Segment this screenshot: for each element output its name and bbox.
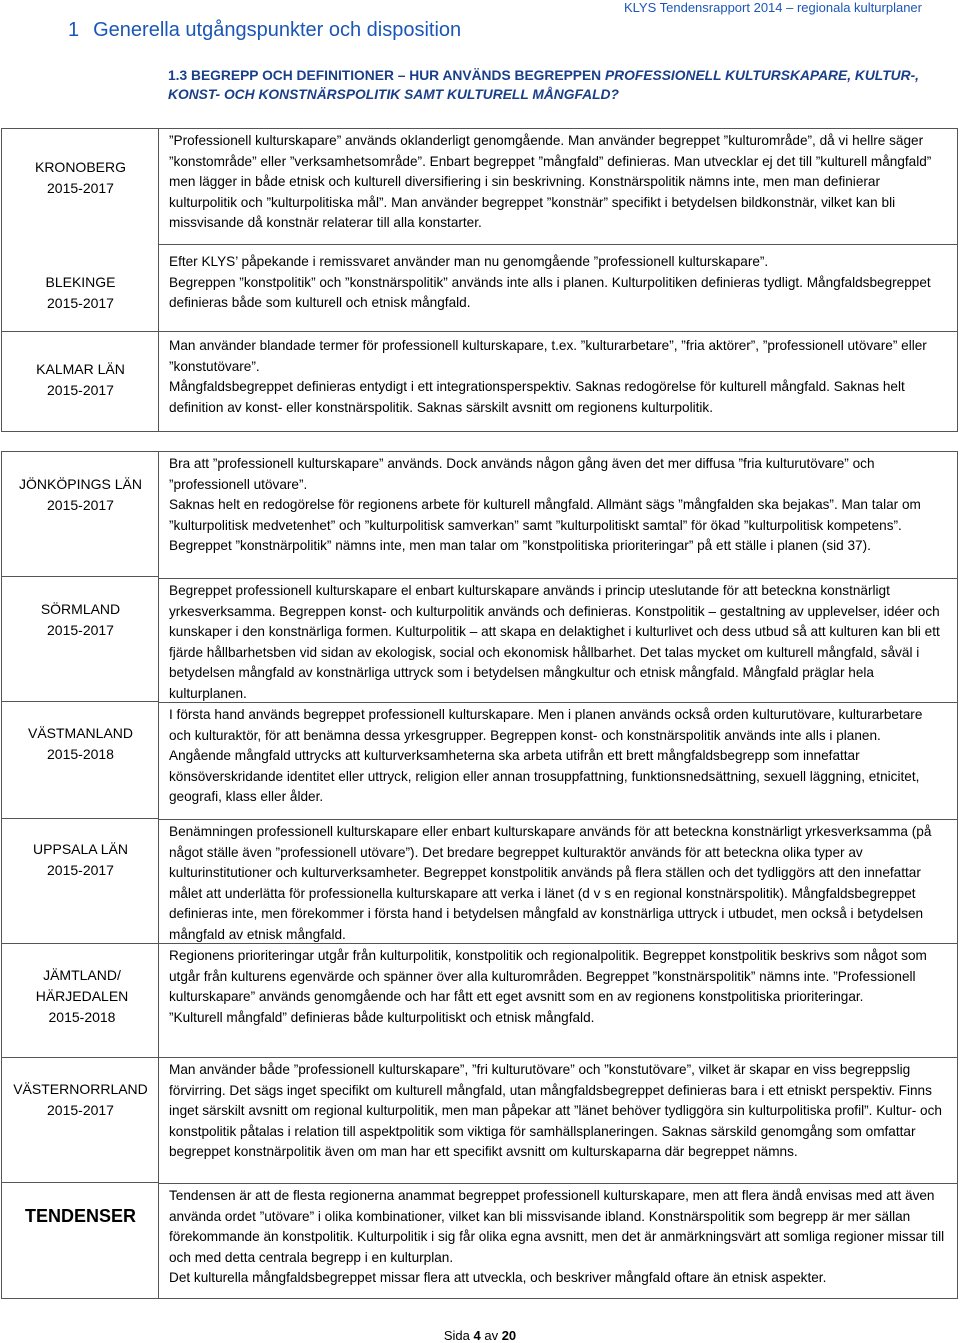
- region-years: 2015-2018: [48, 1009, 116, 1025]
- region-text-cell: [159, 245, 957, 331]
- left-divider: [2, 1057, 159, 1058]
- region-name: JÖNKÖPINGS LÄN: [19, 476, 142, 492]
- regions-table-2: [1, 451, 958, 1299]
- region-years: 2015-2017: [47, 180, 114, 196]
- region-name: TENDENSER: [24, 1206, 136, 1226]
- section-title-italic: PROFESSIONELL KULTURSKAPARE, KULTUR-, KONST- OCH KONSTNÄRSPOLITIK SAMT KULTURELL MÅNGFALD?: [168, 68, 919, 102]
- left-divider: [2, 701, 159, 702]
- cell-paragraph: Regionens prioriteringar utgår från kulturpolitik, konstpolitik och regionalpolitik. Begreppet konstpolitik beskrivs som något som utgår från kulturens egenvärde och spänner över alla kulturområden. Begreppet ”konstnärspolitik” nämns inte. ”Professionell kulturskapare” används genomgående och har fått ett eget avsnitt som en av regionens konstpolitiska prioriteringar.: [169, 948, 927, 1004]
- region-text-cell: [159, 579, 957, 703]
- cell-paragraph: Begreppen ”konstpolitik” och ”konstnärspolitik” används inte alls i planen. Kulturpolitiken definieras tydligt. Mångfaldsbegreppet definieras både som kulturell och etnisk mångfald.: [169, 274, 931, 310]
- page-label: Sida: [443, 1328, 470, 1343]
- region-years: 2015-2017: [47, 862, 114, 878]
- region-text-cell: [159, 129, 957, 245]
- cell-paragraph: Benämningen professionell kulturskapare eller enbart kulturskapare används för att beteckna konstnärligt yrkesverksamma (på något ställe även ”professionell utövare”). Det bredare begreppet kulturaktör används för att beteckna olika typer av kulturinstitutioner och kulturverksamheter. Begreppet konstpolitik används på flera ställen och det tydliggörs att den innefattar målet att underlätta för professionella kulturskapare att verka i länet (d v s en regional konstnärspolitik). Mångfaldsbegreppet definieras inte, men förekommer i första hand i betydelsen mångfald av konstnärliga uttryck i utbudet, men också i betydelsen mångfald av etnisk mångfald.: [169, 824, 932, 942]
- region-text-cell: [159, 452, 957, 579]
- region-years: 2015-2017: [47, 622, 114, 638]
- region-label: [2, 839, 159, 881]
- region-label: [2, 474, 159, 516]
- region-name: VÄSTMANLAND: [27, 725, 134, 741]
- region-name: VÄSTERNORRLAND: [13, 1081, 148, 1097]
- cell-paragraph: Man använder både ”professionell kulturskapare”, ”fri kulturutövare” och ”konstutövare”, vilket är skapar en viss begreppslig förvirring. Det sägs inget specifikt om kulturell mångfald, utan mångfaldsbegreppet definieras bara i ett etniskt perspektiv. Finns inget särskilt avsnitt om regional kulturpolitik, men man påpekar att ”länet behöver tydliggöra sin kulturpolitiska profil”. Kultur- och konstpolitik påtalas i relation till aspektpolitik som viktiga för samhällsplaneringen. Saknas särskild genomgång som omfattar begreppet konstnärpolitik även om man har ett specifikt avsnitt om kulturskaparna där begreppet nämns.: [169, 1062, 942, 1159]
- cell-paragraph: Det kulturella mångfaldsbegreppet missar flera att utveckla, och beskriver mångfald oftare än etnisk aspekter.: [169, 1270, 827, 1285]
- region-years: 2015-2017: [47, 382, 114, 398]
- section-title-plain: 1.3 BEGREPP OCH DEFINITIONER – HUR ANVÄNDS BEGREPPEN: [168, 68, 605, 83]
- region-name: BLEKINGE: [45, 274, 116, 290]
- cell-paragraph: I första hand används begreppet professionell kulturskapare. Men i planen används också orden kulturutövare, kulturarbetare och kulturaktör, för att benämna dessa yrkesgrupper. Begreppen konst- och konstnärspolitik används inte alls i planen. Angående mångfald uttrycks att kulturverksamheterna ska arbeta utifrån ett brett mångfaldsbegrepp som innefattar könsöverskridande identitet eller uttryck, religion eller annan trosuppfattning, funktionsnedsättning, sexuell läggning, etnicitet, geografi, klass eller ålder.: [169, 707, 923, 804]
- region-label: [2, 272, 159, 314]
- cell-paragraph: Efter KLYS’ påpekande i remissvaret använder man nu genomgående ”professionell kulturskapare”.: [169, 254, 769, 269]
- region-name: KRONOBERG: [34, 159, 126, 175]
- chapter-title: Generella utgångspunkter och disposition: [93, 19, 462, 41]
- region-label: [2, 1079, 159, 1121]
- cell-paragraph: Bra att ”professionell kulturskapare” används. Dock används någon gång även det mer diffusa ”fria kulturutövare” och ”professionell utövare”.: [169, 456, 875, 492]
- region-label: [2, 359, 159, 401]
- region-name: UPPSALA LÄN: [33, 841, 128, 857]
- region-text-cell: [159, 944, 957, 1058]
- chapter-heading: [68, 19, 461, 42]
- cell-paragraph: Saknas helt en redogörelse för regionens arbete för kulturell mångfald. Allmänt sägs ”mångfalden ska bejakas”. Man talar om ”kulturpolitisk medvetenhet” och ”kulturpolitisk samverkan” samt ”kulturpolitiskt samtal” för ökad ”kulturpolitisk kompetens”. Begreppet ”konstnärpolitik” nämns inte, men man talar om ”konstpolitiska prioriteringar” på ett ställe i planen (sid 37).: [169, 497, 921, 553]
- region-label: [12, 965, 152, 1028]
- page-footer: [0, 1328, 960, 1343]
- region-years: 2015-2017: [47, 497, 114, 513]
- region-text-cell: [159, 820, 957, 944]
- region-years: 2015-2017: [47, 1102, 114, 1118]
- region-text-cell: [159, 703, 957, 820]
- row-divider: [2, 331, 957, 332]
- region-years: 2015-2018: [47, 746, 114, 762]
- left-divider: [2, 943, 159, 944]
- region-text-cell: [159, 1058, 957, 1184]
- region-name: KALMAR LÄN: [36, 361, 125, 377]
- cell-paragraph: Begreppet professionell kulturskapare el enbart kulturskapare används i princip uteslutande för att beteckna konstnärligt yrkesverksamma. Begreppen konst- och kulturpolitik används och definieras. Konstpolitik – gestaltning av upplevelser, idéer och kunskaper i den konstnärliga formen. Kulturpolitik – att skapa en delaktighet i kulturlivet och dess utbud så att kulturen kan bli ett fjärde hållbarhetsben vid sidan av ekologisk, social och ekonomisk hållbarhet. Det talas mycket om kulturell mångfald, såväl i betydelsen mångfald av konstnärliga uttryck som i betydelsen mångkultur och etnisk mångfald. Mångfald präglar hela kulturplanen.: [169, 583, 940, 701]
- left-divider: [2, 818, 159, 819]
- section-title: [168, 66, 948, 104]
- total-pages: 20: [501, 1328, 517, 1343]
- region-label: [2, 599, 159, 641]
- cell-paragraph: ”Kulturell mångfald” definieras både kulturpolitiskt och etnisk mångfald.: [169, 1009, 595, 1025]
- region-text-cell: [159, 1184, 957, 1298]
- region-name: JÄMTLAND/ HÄRJEDALEN: [35, 967, 129, 1004]
- of-label: av: [484, 1328, 499, 1343]
- region-years: 2015-2017: [47, 295, 114, 311]
- cell-paragraph: Man använder blandade termer för professionell kulturskapare, t.ex. ”kulturarbetare”, ”fria aktörer”, ”professionell utövare” eller ”konstutövare”.: [169, 338, 927, 374]
- left-divider: [2, 1182, 159, 1183]
- region-label: [2, 1206, 159, 1227]
- cell-paragraph: Tendensen är att de flesta regionerna anammat begreppet professionell kulturskapare, men att flera ändå envisas med att även använda ordet ”utövare” i olika kombinationer, vilket kan bli missvisande ibland. Konstnärspolitik som begrepp är mer sällan förekommande än konstpolitik. Kulturpolitik i sig får olika egna avsnitt, men det är anmärkningsvärt att somliga regioner missar till och med detta centrala begrepp i en kulturplan.: [169, 1188, 945, 1265]
- page-number: 4: [473, 1328, 481, 1343]
- chapter-number: 1: [68, 19, 80, 41]
- region-text-cell: [159, 331, 957, 431]
- cell-paragraph: Mångfaldsbegreppet definieras entydigt i ett integrationsperspektiv. Saknas redogörelse för kulturell mångfald. Saknas helt definition av konst- eller konstnärspolitik. Saknas särskilt avsnitt om regionens kulturpolitik.: [169, 379, 905, 415]
- left-divider: [2, 576, 159, 577]
- region-name: SÖRMLAND: [40, 601, 121, 617]
- region-label: [2, 157, 159, 199]
- cell-paragraph: ”Professionell kulturskapare” används oklanderligt genomgående. Man använder begreppet ”kulturområde”, då vi hellre säger ”konstområde” eller ”verksamhetsområde”. Enbart begreppet ”mångfald” definieras. Man utvecklar ej det till ”kulturell mångfald” men lägger in både etnisk och kulturell diversifiering i sin beskrivning. Konstnärspolitik nämns inte, men man definierar kulturpolitik och ”kulturpolitiska mål”. Man använder begreppet ”konstnär” specifikt i betydelsen bildkonstnär, vilket kan bli missvisande då konstnär relaterar till alla konstarter.: [169, 133, 932, 230]
- region-label: [2, 723, 159, 765]
- regions-table-1: [1, 128, 958, 432]
- running-head: KLYS Tendensrapport 2014 – regionala kulturplaner: [623, 0, 922, 15]
